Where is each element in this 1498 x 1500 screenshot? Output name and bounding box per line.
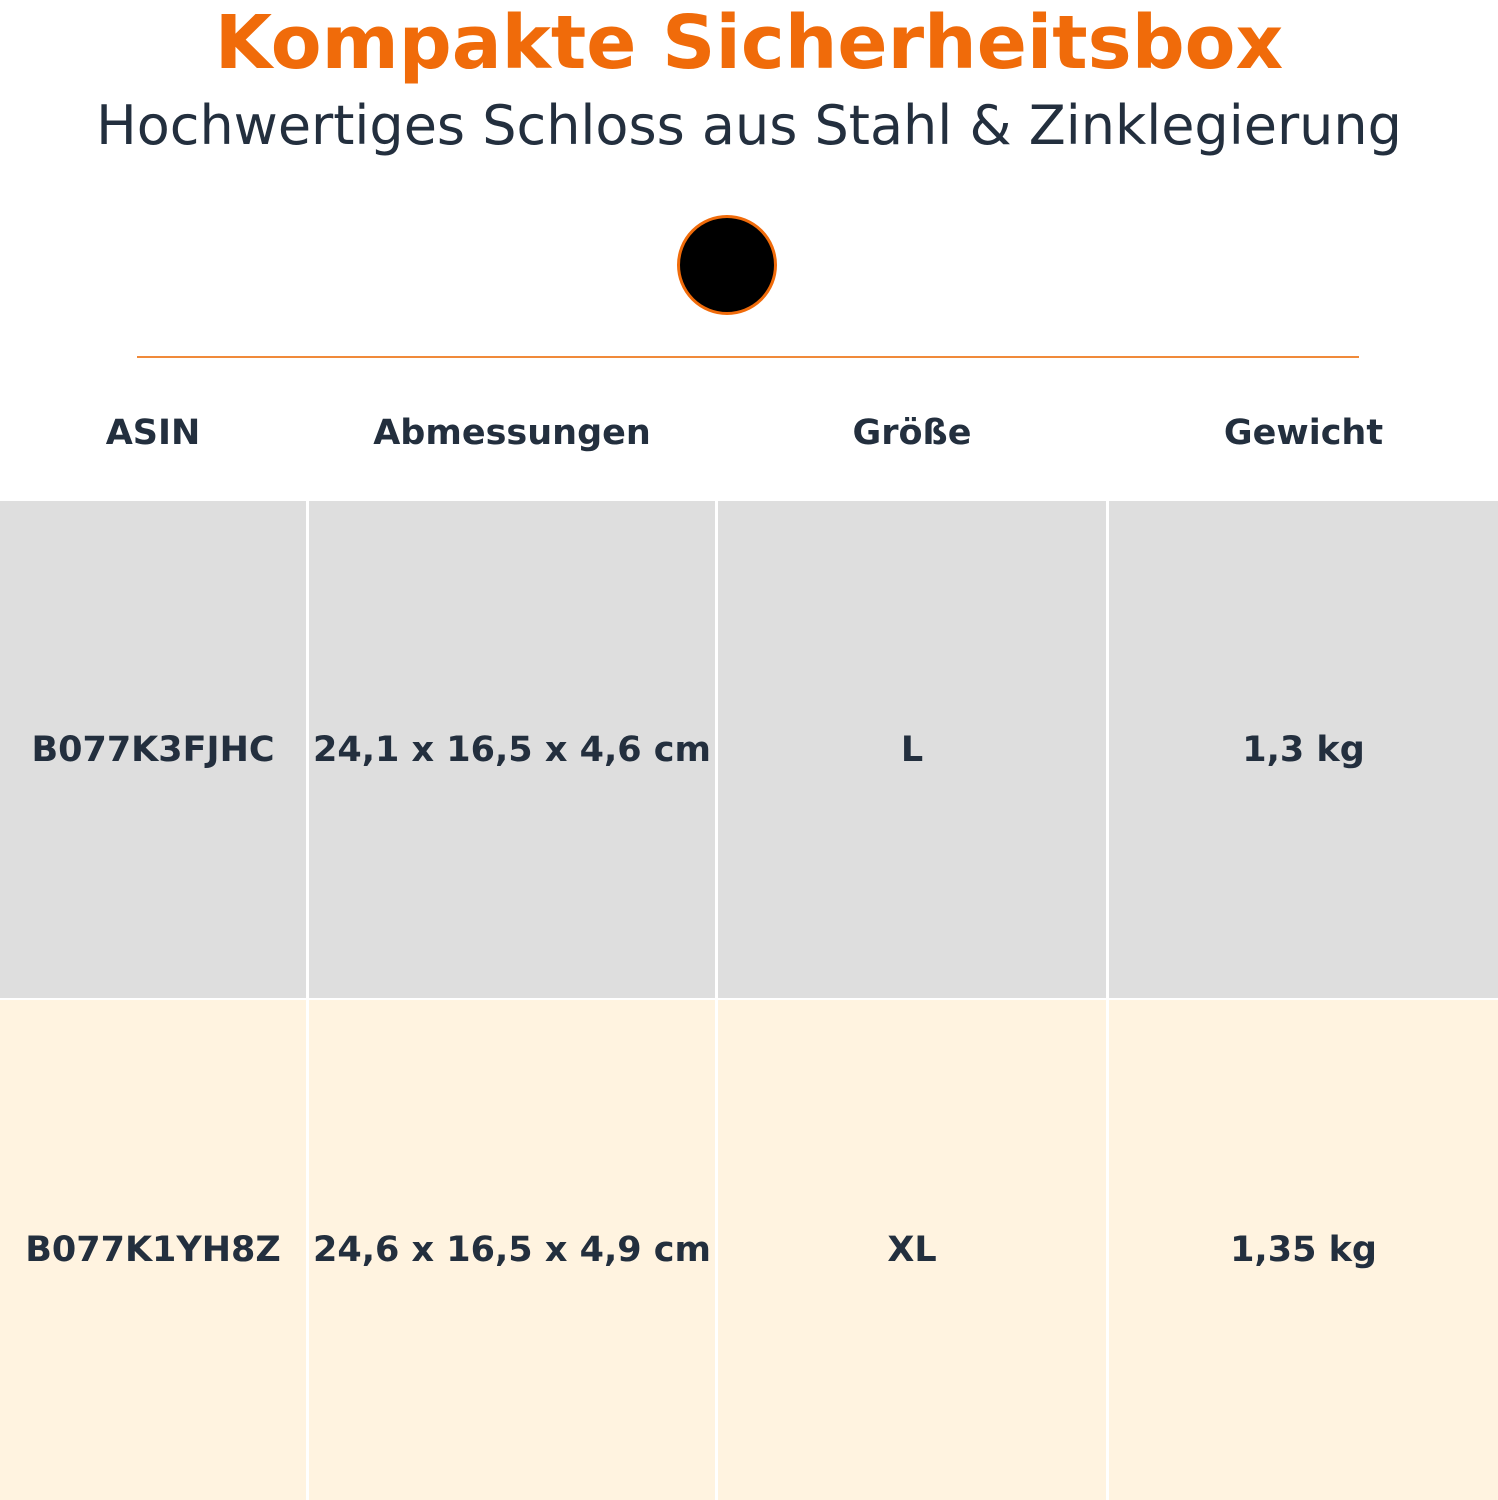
divider-line xyxy=(137,356,1359,358)
color-swatch-black[interactable] xyxy=(677,215,777,315)
cell-size: XL xyxy=(718,1000,1106,1500)
page-title: Kompakte Sicherheitsbox xyxy=(214,0,1284,86)
column-header-dimensions: Abmessungen xyxy=(373,413,651,453)
cell-asin: B077K3FJHC xyxy=(0,501,306,998)
page-subtitle: Hochwertiges Schloss aus Stahl & Zinklegierung xyxy=(96,94,1402,157)
column-header-asin: ASIN xyxy=(105,413,201,453)
cell-weight: 1,3 kg xyxy=(1109,501,1498,998)
column-header-size: Größe xyxy=(852,413,972,453)
cell-dimensions: 24,6 x 16,5 x 4,9 cm xyxy=(309,1000,715,1500)
table-row-2 xyxy=(0,1000,1498,1500)
cell-size: L xyxy=(718,501,1106,998)
table-row-1 xyxy=(0,501,1498,998)
cell-dimensions: 24,1 x 16,5 x 4,6 cm xyxy=(309,501,715,998)
column-header-weight: Gewicht xyxy=(1223,413,1384,453)
cell-weight: 1,35 kg xyxy=(1109,1000,1498,1500)
cell-asin: B077K1YH8Z xyxy=(0,1000,306,1500)
